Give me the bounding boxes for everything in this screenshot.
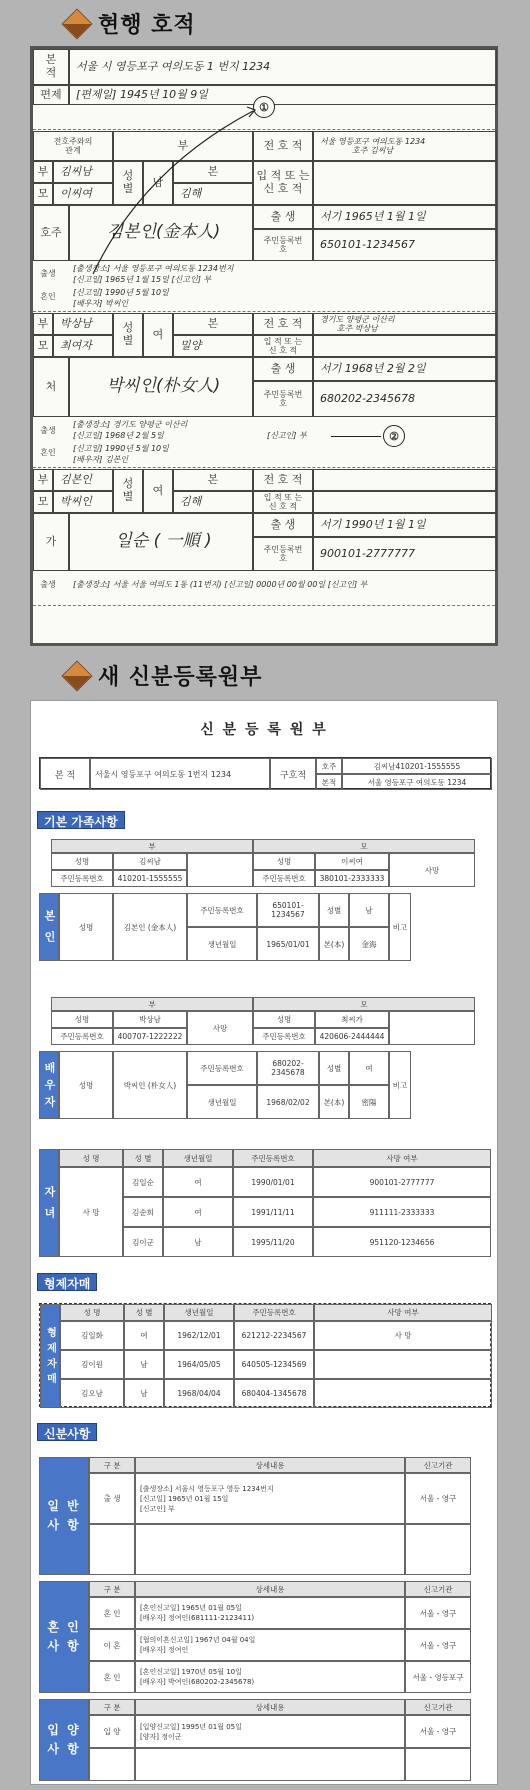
jumin-label: 주민등록번호 — [253, 870, 315, 887]
bon-label: 본 — [173, 161, 253, 183]
bu-label: 부 — [33, 313, 53, 335]
category: 혼 인 — [89, 1597, 135, 1629]
marriage-matters-label: 혼 인 사 항 — [39, 1581, 89, 1693]
bu-value: 김씨남 — [53, 161, 113, 183]
bon-value: 밀양 — [173, 335, 253, 357]
section-title: 현행 호적 — [98, 13, 196, 38]
jumin-value-1: 650101-1234567 — [313, 229, 497, 261]
section-bar-family: 기본 가족사항 — [37, 811, 125, 829]
register-header-table — [39, 757, 491, 789]
section-bar-status: 신분사항 — [37, 1423, 97, 1441]
death-label: 사망 — [389, 853, 475, 887]
jeonhojeok-value: 경기도 양평군 이산리 호주 박상남 — [313, 313, 497, 335]
note-line: [신고일] 1990년 5월 10일 — [73, 287, 169, 297]
jumin-label: 주민등록번호 — [51, 870, 113, 887]
note-line: [출생장소] 경기도 양평군 이산리 — [73, 419, 188, 429]
col-header: 성 별 — [124, 1304, 164, 1321]
col-header: 성 명 — [60, 1304, 124, 1321]
note-line: [출생장소] 서울 서울 여의도 1동 (11번지) [신고일] 0000년 00월 00일 [신고인] 부 — [73, 580, 368, 590]
ipjeok-label: 입 적 또 는 신 호 적 — [253, 161, 313, 205]
hoju-label: 호주 — [33, 205, 69, 261]
sibling-gender: 남 — [124, 1379, 164, 1408]
mother-header: 모 — [253, 839, 475, 853]
category: 이 혼 — [89, 1629, 135, 1661]
hoju-label: 호주 — [316, 758, 342, 774]
self-bon: 金海 — [349, 927, 389, 961]
col-header: 상세내용 — [135, 1581, 405, 1597]
jumin-label: 주민등록번호 — [187, 893, 257, 927]
guhojeok-label: 구호적 — [270, 758, 316, 790]
office: 서울 - 영구 — [405, 1629, 471, 1661]
bu-label: 부 — [33, 161, 53, 183]
bon-label: 본 — [173, 469, 253, 491]
mo-label: 모 — [33, 183, 53, 205]
child-gender: 여 — [163, 1167, 233, 1197]
remarks-label: 비고 — [389, 1051, 411, 1119]
child-name: 김일순 — [123, 1167, 163, 1197]
note-line: [신고일] 1965년 1월 15일 [신고인] 부 — [73, 274, 212, 284]
children-table — [39, 1149, 491, 1257]
adoption-matters-label: 입 양 사 항 — [39, 1699, 89, 1781]
col-header: 성 명 — [59, 1149, 123, 1167]
spouse-jumin: 680202-2345678 — [257, 1051, 319, 1085]
relation-value: 부 — [113, 131, 253, 161]
birth-label: 출 생 — [253, 205, 313, 229]
spouse-name: 박씨인 (朴女人) — [113, 1051, 187, 1119]
mo-label: 모 — [33, 491, 53, 513]
father-jumin: 400707-1222222 — [113, 1028, 187, 1045]
bonjeok-value: 서울시 영등포구 여의도동 1번지 1234 — [90, 758, 270, 790]
sibling-jumin: 640505-1234569 — [234, 1350, 314, 1379]
jumin-label: 주민등록번 호 — [253, 229, 313, 261]
col-header: 사망 여부 — [313, 1149, 491, 1167]
self-birth: 1965/01/01 — [257, 927, 319, 961]
name-label: 성명 — [59, 893, 113, 961]
child-jumin: 951120-1234656 — [313, 1227, 491, 1257]
col-header: 상세내용 — [135, 1699, 405, 1715]
sibling-name: 김일화 — [60, 1321, 124, 1350]
gender-label: 성 별 — [113, 313, 143, 357]
name-label: 성명 — [51, 1011, 113, 1028]
circle-mark-2: ② — [383, 425, 405, 447]
wife-label: 처 — [33, 357, 69, 417]
jumin-value-3: 900101-2777777 — [313, 537, 497, 571]
note-line: [출생장소] 서울 영등포구 여의도동 1234번지 — [73, 263, 234, 273]
spouse-table — [39, 1051, 475, 1119]
col-header: 신고기관 — [405, 1699, 471, 1715]
father-header: 부 — [51, 997, 253, 1011]
sibling-jumin: 621212-2234567 — [234, 1321, 314, 1350]
office: 서울 - 영구 — [405, 1473, 471, 1524]
jeonhoju-label: 전호주와의 관계 — [33, 131, 113, 161]
jumin-label: 주민등록번호 — [187, 1051, 257, 1085]
name-label: 성명 — [59, 1051, 113, 1119]
name-label: 성명 — [253, 1011, 315, 1028]
sibling-name: 김이원 — [60, 1350, 124, 1379]
register-title: 신 분 등 록 원 부 — [200, 722, 328, 738]
gender-value: 여 — [143, 313, 173, 357]
gender-value: 여 — [143, 469, 173, 513]
diamond-bullet-icon — [61, 8, 92, 39]
pyeonje-label: 편제 — [33, 85, 69, 105]
birth-value-3: 서기 1990년 1월 1일 — [313, 513, 497, 537]
jeonhojeok-label: 전 호 적 — [253, 469, 313, 491]
mother-death — [389, 1011, 475, 1045]
office: 서울 - 영등포구 — [405, 1661, 471, 1693]
jumin-value-2: 680202-2345678 — [313, 381, 497, 417]
parents-table-2 — [51, 997, 475, 1045]
office: 서울 - 영구 — [405, 1715, 471, 1748]
child-name: 김이군 — [123, 1227, 163, 1257]
mother-header: 모 — [253, 997, 475, 1011]
self-table — [39, 893, 475, 961]
arrow-annotation — [33, 49, 501, 649]
gender-label: 성 별 — [113, 469, 143, 513]
detail: [혼인신고일] 1970년 05월 10일 [배우자] 박여인(680202-2345678) — [135, 1661, 405, 1693]
bon-label: 본(本) — [319, 1085, 349, 1119]
gender-label: 성별 — [319, 893, 349, 927]
remarks-label: 비고 — [389, 893, 411, 961]
note-birth-label: 출생 — [40, 426, 56, 436]
col-header: 구 분 — [89, 1581, 135, 1597]
col-header: 생년월일 — [163, 1149, 233, 1167]
children-label: 자 녀 — [39, 1149, 59, 1257]
mo-label: 모 — [33, 335, 53, 357]
col-header: 주민등록번호 — [233, 1149, 313, 1167]
bon-label: 본(本) — [319, 927, 349, 961]
birth-label: 출 생 — [253, 513, 313, 537]
sibling-death-status: 사 망 — [314, 1321, 492, 1350]
jeonhojeok-label: 전 호 적 — [253, 131, 313, 161]
self-label: 본 인 — [39, 893, 59, 961]
spouse-label: 배 우 자 — [39, 1051, 59, 1119]
self-name: 김본인 (金本人) — [113, 893, 187, 961]
pyeonje-value: [편제일] 1945년 10월 9일 — [69, 85, 497, 105]
col-header: 신고기관 — [405, 1581, 471, 1597]
sibling-birth: 1962/12/01 — [164, 1321, 234, 1350]
jeonhojeok-value: 서울 영등포구 여의도동 1234 호주 김씨남 — [313, 131, 497, 161]
spouse-bon: 密陽 — [349, 1085, 389, 1119]
category: 출 생 — [89, 1473, 135, 1524]
current-family-register-image — [30, 46, 498, 646]
general-matters-table — [39, 1457, 491, 1575]
jumin-label: 주민등록번 호 — [253, 537, 313, 571]
bon-value: 김해 — [173, 491, 253, 513]
child-birth: 1995/11/20 — [233, 1227, 313, 1257]
gender-label: 성별 — [319, 1051, 349, 1085]
note-line: [배우자] 박씨인 — [73, 298, 129, 308]
mo-value: 박씨인 — [53, 491, 113, 513]
diamond-bullet-icon — [61, 660, 92, 691]
birth-value-2: 서기 1968년 2월 2일 — [313, 357, 497, 381]
parents-table-1 — [51, 839, 475, 887]
circle-mark-1: ① — [253, 96, 275, 118]
siblings-table — [39, 1303, 491, 1407]
birth-label: 출 생 — [253, 357, 313, 381]
father-name: 박상남 — [113, 1011, 187, 1028]
mother-jumin: 380101-2333333 — [315, 870, 389, 887]
child-jumin: 911111-2333333 — [313, 1197, 491, 1227]
birth-value-1: 서기 1965년 1월 1일 — [313, 205, 497, 229]
name-label: 성명 — [51, 853, 113, 870]
detail: [혼인신고일] 1965년 01월 05일 [배우자] 정여인(681111-2123411) — [135, 1597, 405, 1629]
col-header: 신고기관 — [405, 1457, 471, 1473]
note-line: [신고인] 부 — [267, 431, 307, 441]
jumin-label: 주민등록번호 — [51, 1028, 113, 1045]
detail: [협의이혼신고일] 1967년 04월 04일 [배우자] 정여인 — [135, 1629, 405, 1661]
birth-label: 생년월일 — [187, 927, 257, 961]
ipjeok-label: 입 적 또 는 신 호 적 — [253, 335, 313, 357]
siblings-label: 형 제 자 매 — [40, 1304, 60, 1408]
mother-name: 최씨가 — [315, 1011, 389, 1028]
office: 서울 - 영구 — [405, 1597, 471, 1629]
bon-value: 김해 — [173, 183, 253, 205]
col-header: 성 별 — [123, 1149, 163, 1167]
marriage-matters-table — [39, 1581, 491, 1693]
father-header: 부 — [51, 839, 253, 853]
gender-label: 성 별 — [113, 161, 143, 205]
child-jumin: 900101-2777777 — [313, 1167, 491, 1197]
bon-value: 서울 영등포구 여의도동 1234 — [342, 774, 492, 790]
child-birth: 1990/01/01 — [233, 1167, 313, 1197]
death-label: 사망 — [187, 1011, 253, 1045]
sibling-death-status — [314, 1350, 492, 1379]
new-status-register — [30, 700, 498, 1785]
col-header: 사망 여부 — [314, 1304, 492, 1321]
mo-value: 이씨여 — [53, 183, 113, 205]
note-marriage-label: 혼인 — [40, 292, 56, 302]
name-value-3: 일순 ( 一順 ) — [69, 513, 253, 571]
mother-jumin: 420606-2444444 — [315, 1028, 389, 1045]
bonjeok-label: 본 적 — [33, 49, 69, 85]
child-death-status: 사 망 — [59, 1167, 123, 1257]
note-line: [신고일] 1968년 2월 5일 — [73, 430, 164, 440]
mo-value: 최여자 — [53, 335, 113, 357]
bu-value: 김본인 — [53, 469, 113, 491]
bon-label: 본적 — [316, 774, 342, 790]
col-header: 구 분 — [89, 1699, 135, 1715]
jumin-label: 주민등록번호 — [253, 1028, 315, 1045]
child-birth: 1991/11/11 — [233, 1197, 313, 1227]
col-header: 생년월일 — [164, 1304, 234, 1321]
child-gender: 남 — [163, 1227, 233, 1257]
category: 입 양 — [89, 1715, 135, 1748]
detail: [출생장소] 서울시 영등포구 영등 1234번지 [신고일] 1965년 01월 15일 [신고인] 부 — [135, 1473, 405, 1524]
self-jumin: 650101-1234567 — [257, 893, 319, 927]
father-jumin: 410201-1555555 — [113, 870, 187, 887]
note-line: [신고일] 1990년 5월 10일 — [73, 443, 169, 453]
jumin-label: 주민등록번 호 — [253, 381, 313, 417]
bonjeok-value: 서울 시 영등포구 여의도동 1 번지 1234 — [69, 49, 497, 85]
father-death — [187, 853, 253, 887]
section-header-current — [66, 8, 196, 39]
child-gender: 여 — [163, 1197, 233, 1227]
note-line: [배우자] 김본인 — [73, 454, 129, 464]
self-gender: 남 — [349, 893, 389, 927]
hoju-value: 김씨남410201-1555555 — [342, 758, 492, 774]
ipjeok-label: 입 적 또 는 신 호 적 — [253, 491, 313, 513]
sibling-name: 김오남 — [60, 1379, 124, 1408]
father-name: 김씨남 — [113, 853, 187, 870]
name-value-1: 김본인(金本人) — [69, 205, 253, 261]
sibling-gender: 남 — [124, 1350, 164, 1379]
section-header-new — [66, 660, 262, 691]
jeonhojeok-label: 전 호 적 — [253, 313, 313, 335]
col-header: 구 분 — [89, 1457, 135, 1473]
sibling-death-status — [314, 1379, 492, 1408]
child-name: 김순희 — [123, 1197, 163, 1227]
name-label: 성명 — [253, 853, 315, 870]
spouse-birth: 1968/02/02 — [257, 1085, 319, 1119]
sibling-jumin: 680404-1345678 — [234, 1379, 314, 1408]
mother-name: 이씨여 — [315, 853, 389, 870]
sibling-gender: 여 — [124, 1321, 164, 1350]
sibling-birth: 1968/04/04 — [164, 1379, 234, 1408]
category: 혼 인 — [89, 1661, 135, 1693]
note-birth-label: 출생 — [40, 580, 56, 590]
birth-label: 생년월일 — [187, 1085, 257, 1119]
adoption-matters-table — [39, 1699, 491, 1781]
sibling-birth: 1964/05/05 — [164, 1350, 234, 1379]
bu-value: 박상남 — [53, 313, 113, 335]
section-title: 새 신분등록원부 — [98, 665, 263, 690]
gender-value: 남 — [143, 161, 173, 205]
col-header: 상세내용 — [135, 1457, 405, 1473]
bu-label: 부 — [33, 469, 53, 491]
section-bar-siblings: 형제자매 — [37, 1273, 97, 1291]
note-birth-label: 출생 — [40, 269, 56, 279]
name-value-2: 박씨인(朴女人) — [69, 357, 253, 417]
general-matters-label: 일 반 사 항 — [39, 1457, 89, 1575]
note-marriage-label: 혼인 — [40, 448, 56, 458]
col-header: 주민등록번호 — [234, 1304, 314, 1321]
bonjeok-label: 본 적 — [40, 758, 90, 790]
bon-label: 본 — [173, 313, 253, 335]
child-label: 가 — [33, 513, 69, 571]
spouse-gender: 여 — [349, 1051, 389, 1085]
detail: [입양신고일] 1995년 01월 05일 [양자] 정이군 — [135, 1715, 405, 1748]
